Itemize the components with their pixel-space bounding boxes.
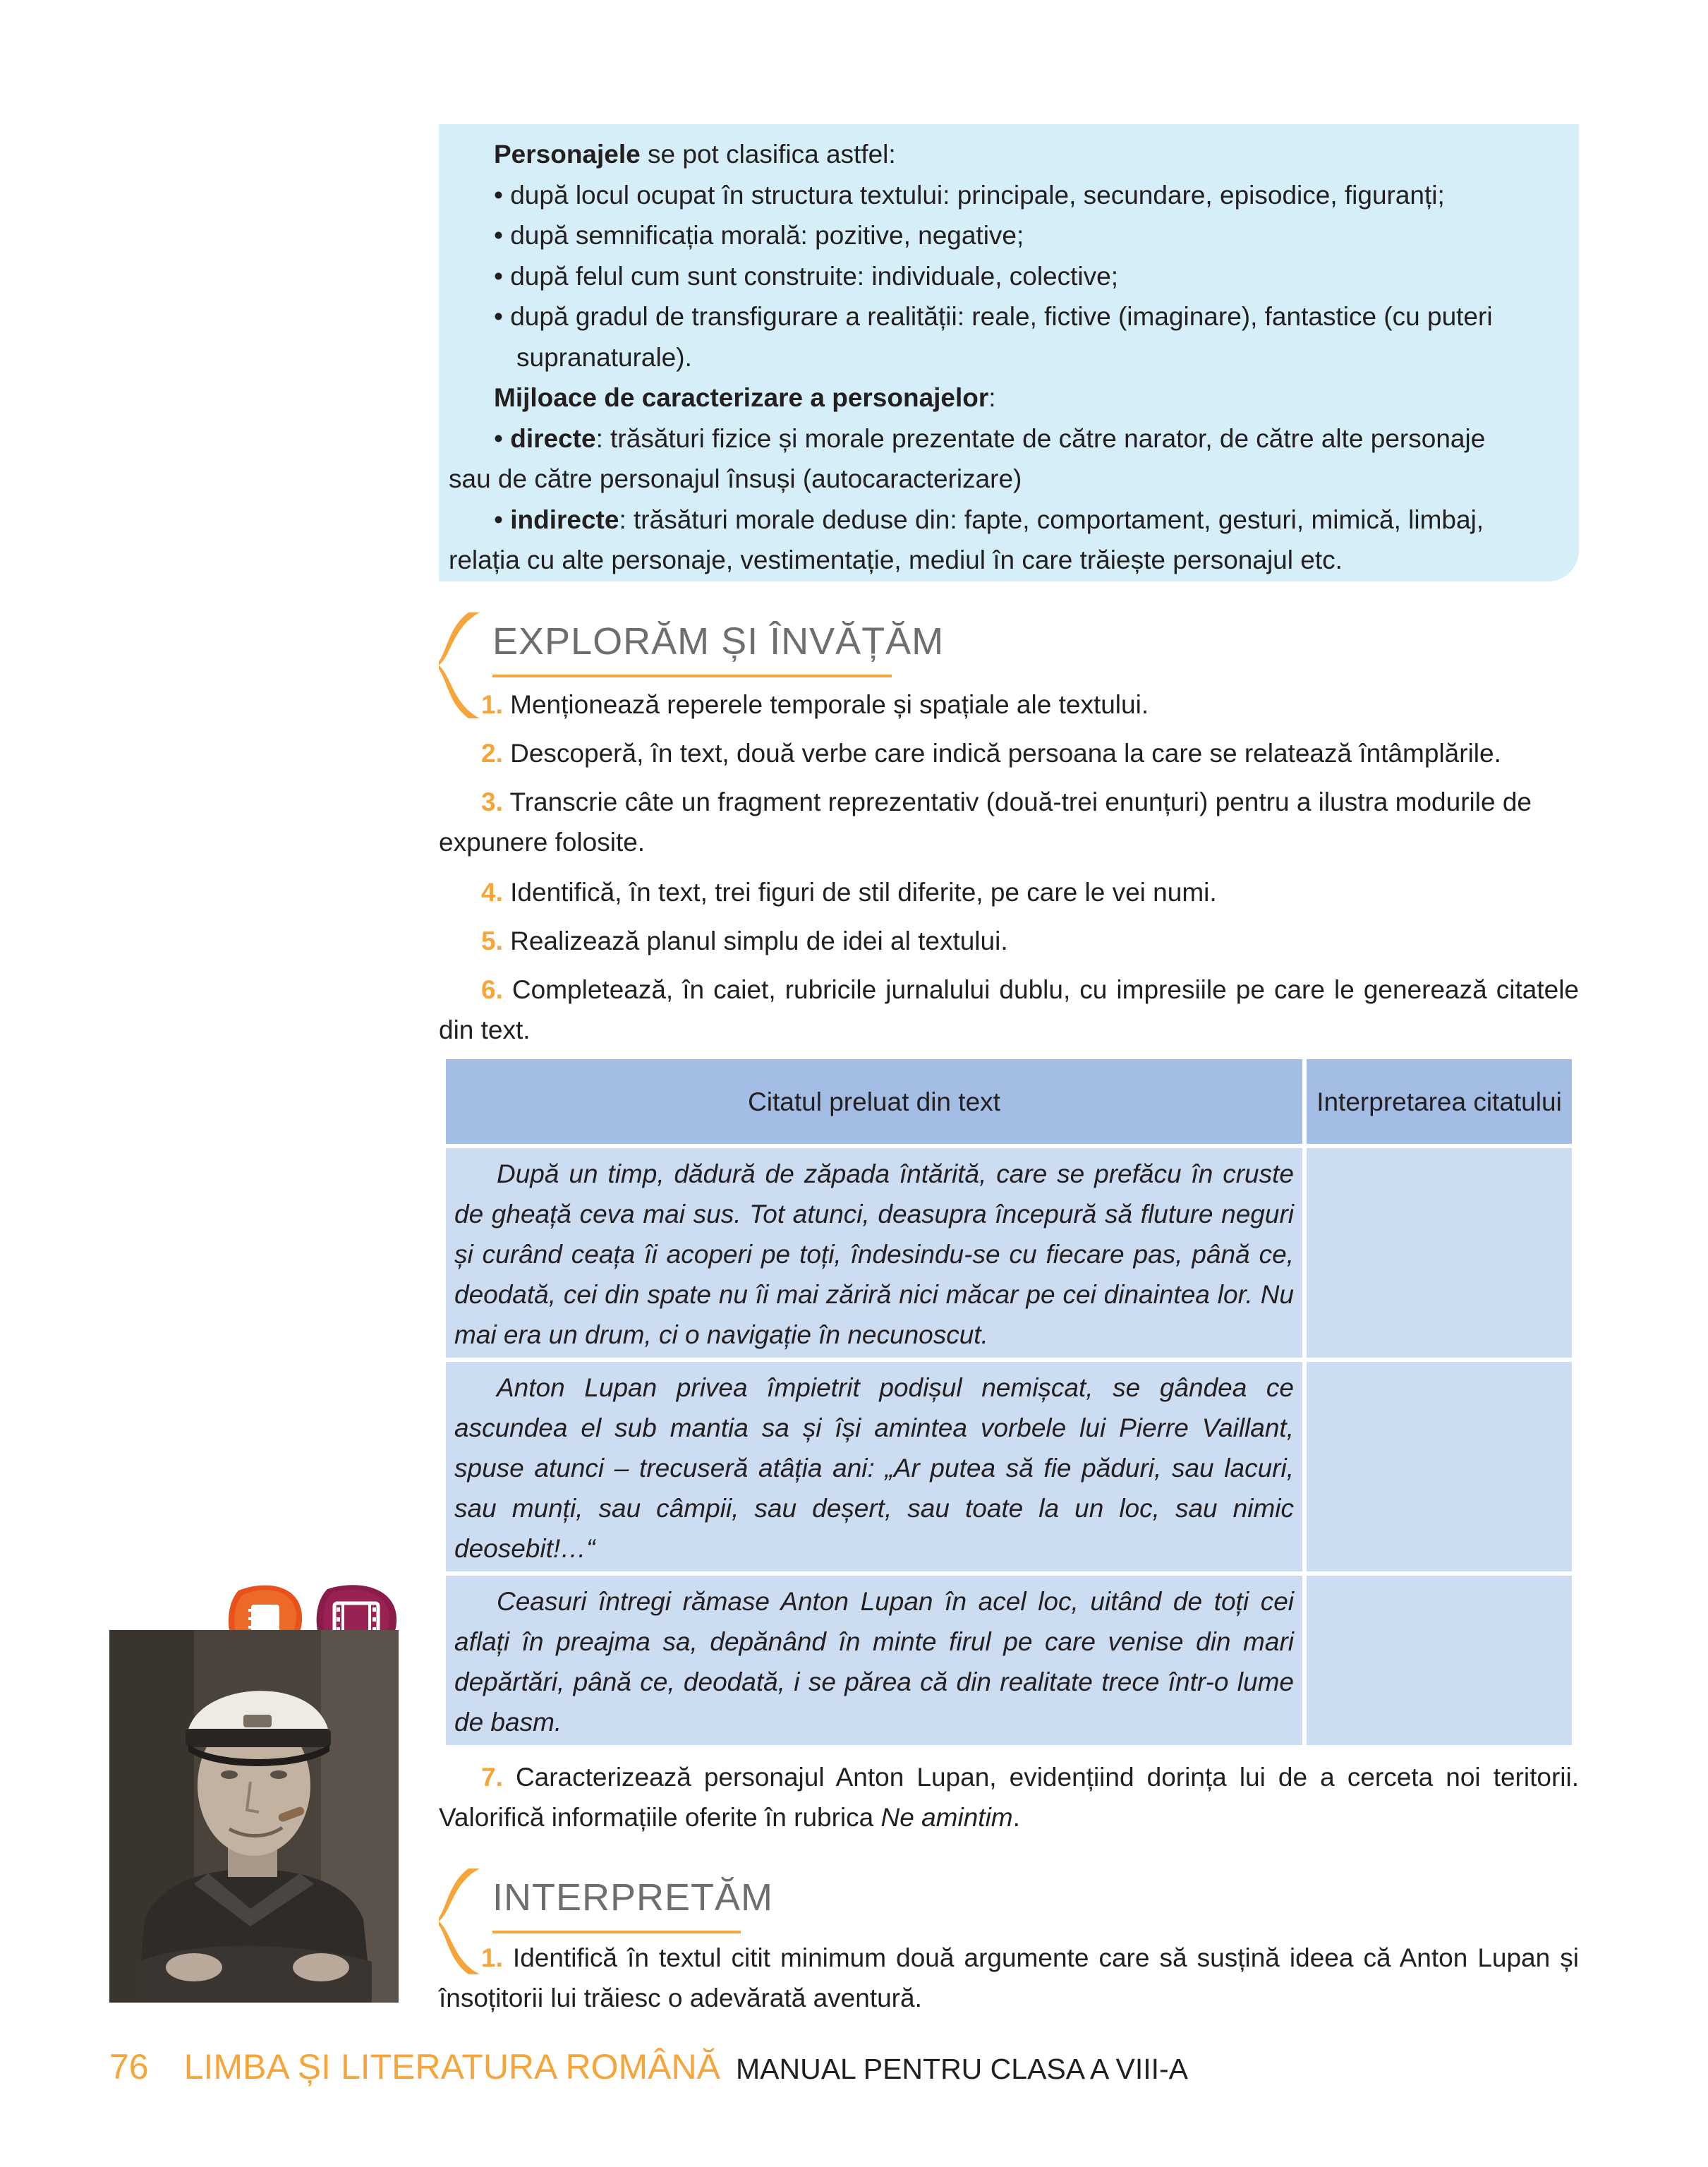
section-title: EXPLORĂM ȘI ÎNVĂȚĂM xyxy=(492,620,945,663)
quote-cell: După un timp, dădură de zăpada întărită, care se prefăcu în cruste de gheață ceva mai sus. Tot atunci, deasupra începură să fluture neguri și curând ceața îi acoperi pe toți, îndesindu-se cu fiecare pas, până ce, deodată, cei din spate nu îi mai zăriră nici măcar pe cei dinaintea lor. Nu mai era un drum, ci o navigație în necunoscut. xyxy=(446,1148,1302,1358)
section-heading-explore xyxy=(439,612,975,690)
question-item: 2. Descoperă, în text, două verbe care indică persoana la care se relatează întâmplările. xyxy=(481,739,1501,768)
table-row xyxy=(446,1576,1572,1745)
info-line: Mijloace de caracterizare a personajelor: xyxy=(494,383,996,412)
section-title: INTERPRETĂM xyxy=(492,1876,774,1919)
question-item: 3. Transcrie câte un fragment reprezentativ (două-trei enunțuri) pentru a ilustra modurile de expunere folosite. xyxy=(439,787,1532,857)
page-number: 76 xyxy=(109,2047,149,2087)
interpretation-cell xyxy=(1307,1148,1572,1358)
interpretation-cell xyxy=(1307,1362,1572,1571)
question-item: 1. Menționează reperele temporale și spațiale ale textului. xyxy=(481,690,1149,719)
info-bullet: • indirecte: trăsături morale deduse din: fapte, comportament, gesturi, mimică, limbaj, xyxy=(494,505,1484,534)
info-bullet: • după felul cum sunt construite: individuale, colective; xyxy=(494,261,1118,291)
table-row xyxy=(446,1148,1572,1358)
table-row xyxy=(446,1362,1572,1571)
quote-cell: Ceasuri întregi rămase Anton Lupan în acel loc, uitând de toți cei aflați în preajma sa, depănând în minte firul pe care venise din mari depărtări, până ce, deodată, i se părea că din realitate trece într-o lume de basm. xyxy=(446,1576,1302,1745)
info-box xyxy=(439,124,1579,581)
actor-portrait-photo xyxy=(109,1630,399,2003)
table-header-row xyxy=(446,1059,1572,1144)
portrait-illustration xyxy=(109,1630,399,2003)
section-heading-interpret xyxy=(439,1869,975,1946)
info-bullet-cont: relația cu alte personaje, vestimentație, mediul în care trăiește personajul etc. xyxy=(449,545,1343,574)
question-item: 1. Identifică în textul citit minimum două argumente care să susțină ideea că Anton Lupan și însoțitorii lui trăiesc o adevărată aventură. xyxy=(439,1943,1579,2012)
section-underline xyxy=(492,675,892,677)
info-bullet-cont: supranaturale). xyxy=(516,342,692,372)
column-header: Citatul preluat din text xyxy=(446,1059,1302,1144)
info-bullet: • directe: trăsături fizice și morale prezentate de către narator, de către alte personaje xyxy=(494,423,1486,453)
column-header: Interpretarea citatului xyxy=(1307,1059,1572,1144)
subject-title: LIMBA ȘI LITERATURA ROMÂNĂ xyxy=(183,2047,720,2087)
question-item: 5. Realizează planul simplu de idei al textului. xyxy=(481,926,1008,955)
manual-title: MANUAL PENTRU CLASA A VIII-A xyxy=(735,2053,1188,2085)
question-item: 7. Caracterizează personajul Anton Lupan, evidențiind dorința lui de a cerceta noi teritorii. Valorifică informațiile oferite în rubrica Ne amintim. xyxy=(439,1763,1579,1832)
double-journal-table xyxy=(442,1055,1576,1749)
info-bullet: • după locul ocupat în structura textului: principale, secundare, episodice, figuranți; xyxy=(494,180,1445,210)
interpretation-cell xyxy=(1307,1576,1572,1745)
info-bullet: • după semnificația morală: pozitive, negative; xyxy=(494,221,1024,250)
info-bullet-cont: sau de către personajul însuși (autocaracterizare) xyxy=(449,464,1022,493)
question-item: 4. Identifică, în text, trei figuri de stil diferite, pe care le vei numi. xyxy=(481,878,1217,907)
info-line: Personajele se pot clasifica astfel: xyxy=(494,140,896,169)
section-underline xyxy=(492,1931,741,1933)
question-item: 6. Completează, în caiet, rubricile jurnalului dublu, cu impresiile pe care le generează citatele din text. xyxy=(439,975,1579,1044)
page-footer xyxy=(109,2046,1188,2096)
quote-cell: Anton Lupan privea împietrit podișul nemișcat, se gândea ce ascundea el sub mantia sa și își amintea vorbele lui Pierre Vaillant, spuse atunci – trecuseră atâția ani: „Ar putea să fie păduri, sau lacuri, sau munți, sau câmpii, sau deșert, sau toate la un loc, sau nimic deosebit!…“ xyxy=(446,1362,1302,1571)
info-bullet: • după gradul de transfigurare a realității: reale, fictive (imaginare), fantastice (cu puteri xyxy=(494,302,1493,331)
